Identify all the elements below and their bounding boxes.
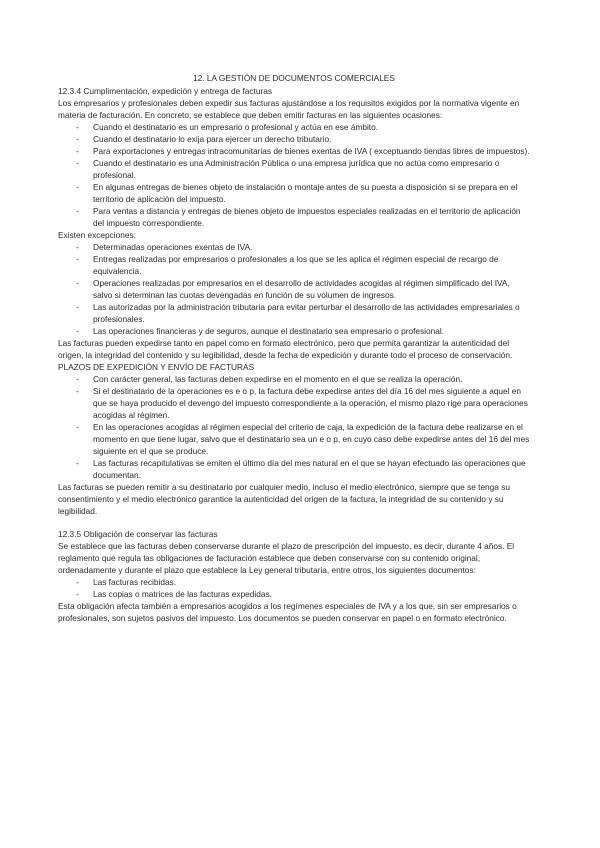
conservation-paragraph: Se establece que las facturas deben conservarse durante el plazo de prescripción del impuesto, es decir, durante 4 años. El reglamento que regula las obligaciones de facturación establece que deben conservarse con su contenido original, ordenadamente y durante el plazo que establece la Ley general tributaria, entre otros, los siguientes documentos: [58, 541, 515, 575]
remit-paragraph: Las facturas se pueden remitir a su destinatario por cualquier medio, incluso el medio electrónico, siempre que se tenga su consentimiento y el medio electrónico garantice la autenticidad del origen de la factura, la integridad de su contenido y su legibilidad. [58, 482, 510, 516]
list-item: - Si el destinatario de la operaciones es e o p, la factura debe expedirse antes del día 16 del mes siguiente a aquel en que se haya producido el devengo del impuesto correspondiente a la operación, el mismo plazo rige para operaciones acogidas al régimen. [58, 385, 530, 421]
documents-list [58, 576, 530, 600]
plazos-list [58, 373, 530, 481]
occasions-list [58, 121, 530, 229]
list-item: - Operaciones realizadas por empresarios en el desarrollo de actividades acogidas al régimen simplificado del IVA, salvo si determinan las cuotas devengadas en función de su volumen de ingresos. [58, 277, 530, 301]
list-item: - Cuando el destinatario es una Administración Pública o una empresa jurídica que no actúa como empresario o profesional. [58, 157, 530, 181]
list-item: - Para exportaciones y entregas intracomunitarias de bienes exentas de IVA ( exceptuando tiendas libres de impuestos). [58, 145, 530, 157]
paper-electronic-paragraph: Las facturas pueden expedirse tanto en papel como en formato electrónico, pero que permita garantizar la autenticidad del origen, la integridad del contenido y su legibilidad, desde la fecha de expedición y durante todo el proceso de conservación. [58, 338, 513, 360]
list-item: - Entregas realizadas por empresarios o profesionales a los que se les aplica el régimen especial de recargo de equivalencia. [58, 253, 530, 277]
list-item: - En las operaciones acogidas al régimen especial del criterio de caja, la expedición de la factura debe realizarse en el momento en que tiene lugar, salvo que el destinatario sea un e o p, en cuyo caso debe expedirse antes del 16 del mes siguiente en el que se produce. [58, 421, 530, 457]
list-item: - Cuando el destinatario es un empresario o profesional y actúa en ese ámbito. [58, 121, 530, 133]
section-heading-12-3-5: 12.3.5 Obligación de conservar las facturas [58, 529, 218, 539]
list-item: - Para ventas a distancia y entregas de bienes objeto de impuestos especiales realizadas en el territorio de aplicación del impuesto correspondiente. [58, 205, 530, 229]
list-item: - Las operaciones financieras y de seguros, aunque el destinatario sea empresario o profesional. [58, 325, 530, 337]
list-item: - Las facturas recapitulativas se emiten el último día del mes natural en el que se hayan efectuado las operaciones que documentan. [58, 457, 530, 481]
list-item: - Las copias o matrices de las facturas expedidas. [58, 588, 530, 600]
section-heading-12-3-4: 12.3.4 Cumplimentación, expedición y entrega de facturas [58, 86, 273, 96]
list-item: - Cuando el destinatario lo exija para ejercer un derecho tributario. [58, 133, 530, 145]
list-item: - En algunas entregas de bienes objeto de instalación o montaje antes de su puesta a disposición si se prepara en el territorio de aplicación del impuesto. [58, 181, 530, 205]
list-item: - Con carácter general, las facturas deben expedirse en el momento en el que se realiza la operación. [58, 373, 530, 385]
exceptions-list [58, 241, 530, 337]
list-item: - Las facturas recibidas. [58, 576, 530, 588]
list-item: - Las autorizadas por la administración tributaria para evitar perturbar el desarrollo de las actividades empresariales o profesionales. [58, 301, 530, 325]
intro-paragraph: Los empresarios y profesionales deben expedir sus facturas ajustándose a los requisitos exigidos por la normativa vigente en materia de facturación. En concreto, se establece que deben emitir facturas en las siguientes ocasiones: [58, 98, 520, 120]
plazos-heading: PLAZOS DE EXPEDICIÓN Y ENVÍO DE FACTURAS [58, 362, 255, 372]
page-title: 12. LA GESTIÓN DE DOCUMENTOS COMERCIALES [193, 73, 395, 83]
section-spacer [58, 517, 530, 528]
document-page [58, 72, 530, 624]
list-item: - Determinadas operaciones exentas de IVA. [58, 241, 530, 253]
closing-paragraph: Esta obligación afecta también a empresarios acogidos a los regímenes especiales de IVA y a los que, sin ser empresarios o profesionales, son sujetos pasivos del impuesto. Los documentos se pueden conservar en papel o en formato electrónico. [58, 601, 517, 623]
exceptions-label: Existen excepciones: [58, 230, 136, 240]
